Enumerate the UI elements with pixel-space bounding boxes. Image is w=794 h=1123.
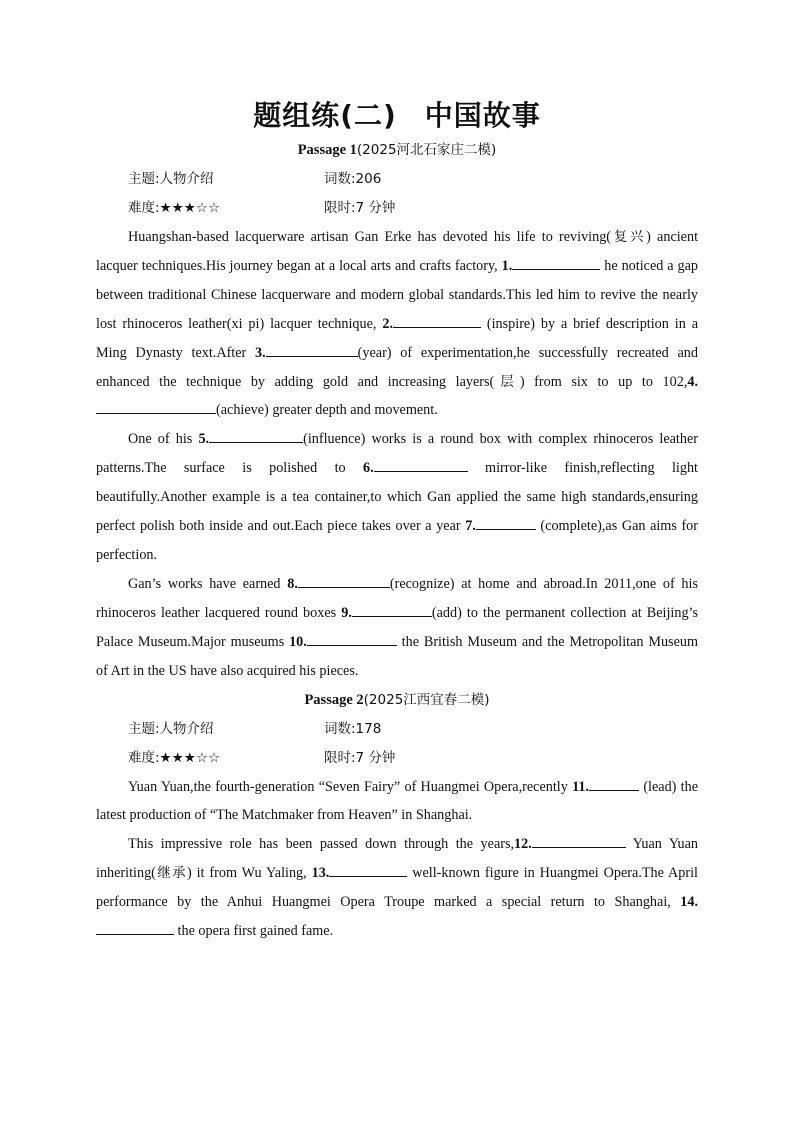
passage1-paragraph3: Gan’s works have earned 8. (recognize) at home and abroad.In 2011,one of his rhinoceros leather lacquered round boxes 9. (add) to the permanent collection at Beijing’s Palace Museum.Major museums 10. the British Museum and the Metropolitan Museum of Art in the US have also acquired his pieces. — [96, 570, 698, 686]
page-title — [96, 96, 698, 136]
blank-number-10: 10. — [289, 633, 307, 650]
passage1-difficulty: 难度:★★★☆☆ — [128, 200, 221, 216]
passage2-meta-row2 — [96, 744, 698, 773]
blank-number-14: 14. — [680, 894, 698, 911]
blank-number-8: 8. — [287, 575, 298, 592]
passage2-source: (2025江西宜春二模) — [363, 691, 490, 708]
passage2-paragraph2: This impressive role has been passed down through the years,12. Yuan Yuan inheriting(继承) it from Wu Yaling, 13. well-known figure in Huangmei Opera.The April performance by the Anhui Huangmei Opera Troupe marked a special return to Shanghai, 14. the opera first gained fame. — [96, 830, 698, 946]
passage1-theme: 主题:人物介绍 — [128, 171, 214, 187]
answer-blank-3[interactable] — [266, 341, 358, 357]
blank-number-7: 7. — [465, 518, 476, 535]
answer-blank-7[interactable] — [476, 514, 536, 530]
answer-blank-11[interactable] — [589, 775, 639, 791]
blank-number-5: 5. — [198, 431, 210, 448]
blank-number-4: 4. — [687, 373, 699, 390]
passage2-meta-row1 — [96, 715, 698, 744]
passage1-time-limit: 限时:7 分钟 — [324, 200, 396, 216]
answer-blank-10[interactable] — [307, 630, 397, 646]
answer-blank-6[interactable] — [374, 456, 468, 472]
answer-blank-12[interactable] — [532, 832, 626, 848]
title-part2: 中国故事 — [424, 99, 541, 132]
title-part1: 题组练(二) — [253, 99, 397, 132]
passage2-paragraph1: Yuan Yuan,the fourth-generation “Seven Fairy” of Huangmei Opera,recently 11. (lead) the latest production of “The Matchmaker from Heaven” in Shanghai. — [96, 773, 698, 831]
passage1-paragraph2: One of his 5. (influence) works is a round box with complex rhinoceros leather patterns.The surface is polished to 6. mirror-like finish,reflecting light beautifully.Another example is a tea container,to which Gan applied the same high standards,ensuring perfect polish both inside and out.Each piece takes over a year 7. (complete),as Gan aims for perfection. — [96, 425, 698, 570]
answer-blank-4[interactable] — [96, 398, 216, 414]
blank-number-2: 2. — [382, 315, 393, 332]
blank-number-6: 6. — [363, 460, 374, 477]
answer-blank-1[interactable] — [512, 254, 600, 270]
passage1-paragraph1: Huangshan-based lacquerware artisan Gan Erke has devoted his life to reviving(复兴) ancient lacquer techniques.His journey began at a local arts and crafts factory, 1. he noticed a gap between traditional Chinese lacquerware and modern global standards.This led him to revive the nearly lost rhinoceros leather(xi pi) lacquer technique, 2. (inspire) by a brief description in a Ming Dynasty text.After 3. (year) of experimentation,he successfully recreated and enhanced the technique by adding gold and increasing layers(层) from six to up to 102,4.(achieve) greater depth and movement. — [96, 229, 699, 419]
blank-number-13: 13. — [311, 865, 330, 882]
passage1-wordcount: 词数:206 — [324, 171, 382, 187]
answer-blank-13[interactable] — [329, 861, 407, 877]
answer-blank-5[interactable] — [209, 427, 303, 443]
passage1-source: (2025河北石家庄二模) — [356, 142, 497, 158]
answer-blank-8[interactable] — [298, 572, 390, 588]
blank-number-11: 11. — [572, 778, 590, 795]
document-page — [96, 96, 698, 946]
blank-number-3: 3. — [255, 344, 266, 361]
passage2-difficulty: 难度:★★★☆☆ — [128, 749, 221, 766]
passage2-theme: 主题:人物介绍 — [128, 720, 214, 737]
passage1-meta-row1 — [96, 165, 698, 194]
answer-blank-9[interactable] — [352, 601, 432, 617]
blank-number-1: 1. — [501, 257, 513, 274]
passage1-meta-row2 — [96, 194, 698, 223]
passage2-name: Passage 2 — [304, 691, 364, 708]
blank-number-12: 12. — [514, 836, 532, 853]
blank-number-9: 9. — [341, 604, 352, 621]
passage2-wordcount: 词数:178 — [324, 720, 382, 737]
passage2-time-limit: 限时:7 分钟 — [324, 749, 396, 766]
answer-blank-2[interactable] — [393, 312, 481, 328]
answer-blank-14[interactable] — [96, 919, 174, 935]
passage2-heading — [96, 686, 698, 715]
passage1-name: Passage 1 — [297, 142, 357, 158]
passage1-heading — [96, 136, 698, 165]
